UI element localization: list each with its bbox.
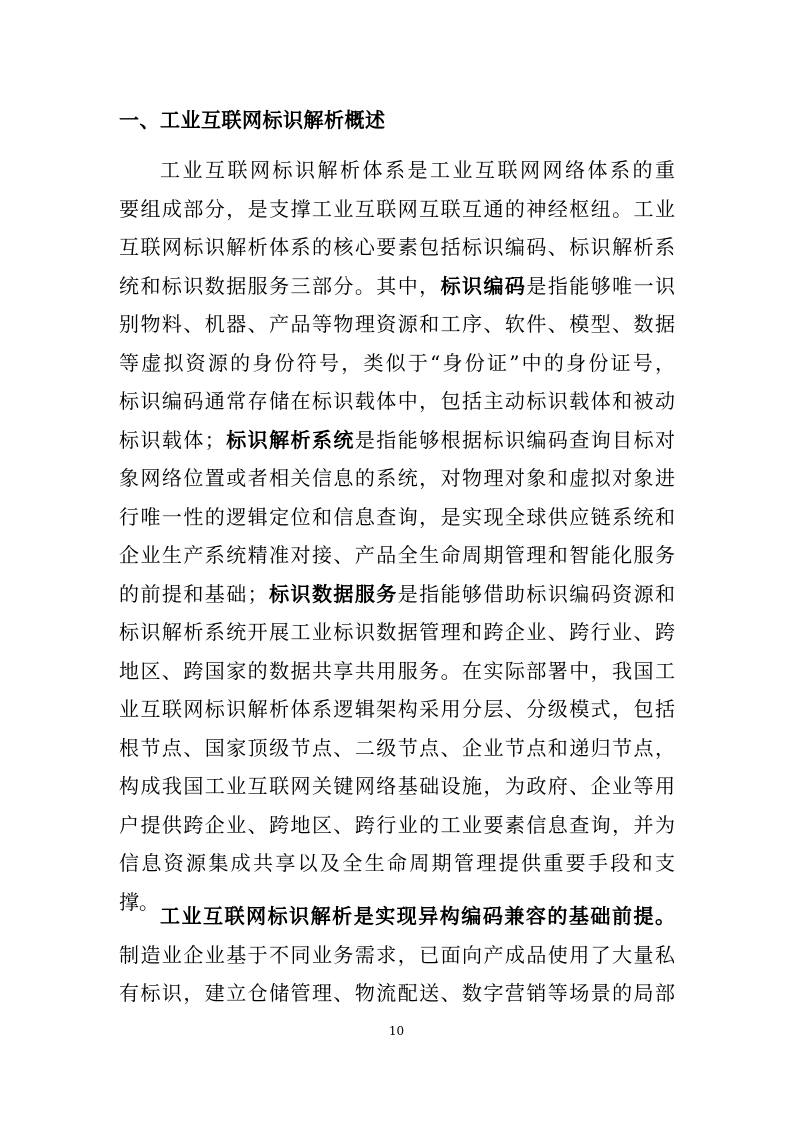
section-heading: 一、工业互联网标识解析概述 xyxy=(119,108,386,132)
page-number: 10 xyxy=(388,1024,405,1038)
paragraph-heterogeneous-coding xyxy=(119,897,675,1013)
text-run: 构成我国工业互联网关键网络基础设施，为政府、企业等用 xyxy=(119,774,675,798)
text-run: 是指能够借助标识编码资源和 xyxy=(397,581,676,606)
text-line xyxy=(119,382,675,421)
text-run: 是指能够根据标识编码查询目标对 xyxy=(354,427,676,452)
text-run: 的前提和基础； xyxy=(119,581,268,606)
text-run: 别物料、机器、产品等物理资源和工序、软件、模型、数据 xyxy=(119,312,675,336)
text-line xyxy=(119,267,675,306)
text-run: 户提供跨企业、跨地区、跨行业的工业要素信息查询，并为 xyxy=(119,812,675,837)
text-run: 互联网标识解析体系的核心要素包括标识编码、标识解析系 xyxy=(119,235,675,259)
text-line xyxy=(119,575,675,614)
text-line xyxy=(119,806,675,845)
text-line xyxy=(119,190,675,229)
bold-term: 标识解析系统 xyxy=(224,427,355,452)
text-run: 标识编码通常存储在标识载体中，包括主动标识载体和被动 xyxy=(119,389,675,413)
text-line xyxy=(119,305,675,344)
text-run: 要组成部分，是支撑工业互联网互联互通的神经枢纽。工业 xyxy=(119,196,675,221)
text-run: 业互联网标识解析体系逻辑架构采用分层、分级模式，包括 xyxy=(119,697,675,721)
text-run: 撑。 xyxy=(119,889,159,914)
text-line xyxy=(119,729,675,768)
text-line xyxy=(119,421,675,460)
text-run: 是指能够唯一识 xyxy=(526,273,676,298)
text-line xyxy=(119,652,675,691)
text-run: 根节点、国家顶级节点、二级节点、企业节点和递归节点， xyxy=(119,735,675,760)
text-line xyxy=(119,498,675,537)
text-run: 标识载体； xyxy=(119,427,225,452)
text-run: 象网络位置或者相关信息的系统，对物理对象和虚拟对象进 xyxy=(119,466,675,490)
text-run: 等虚拟资源的身份符号，类似于“身份证”中的身份证号， xyxy=(119,350,675,375)
text-line xyxy=(119,459,675,498)
text-line xyxy=(119,228,675,267)
text-run: 工业互联网标识解析体系是工业互联网网络体系的重 xyxy=(160,158,675,182)
text-line xyxy=(119,897,675,936)
text-run: 标识解析系统开展工业标识数据管理和跨企业、跨行业、跨 xyxy=(119,620,675,644)
text-line xyxy=(119,844,675,883)
text-line xyxy=(119,344,675,383)
text-line xyxy=(119,936,675,975)
text-run: 有标识，建立仓储管理、物流配送、数字营销等场景的局部 xyxy=(119,981,675,1005)
bold-term: 工业互联网标识解析是实现异构编码兼容的基础前提。 xyxy=(160,904,675,928)
text-line xyxy=(119,974,675,1013)
text-run: 企业生产系统精准对接、产品全生命周期管理和智能化服务 xyxy=(119,543,675,567)
bold-term: 标识编码 xyxy=(440,273,527,298)
text-run: 地区、跨国家的数据共享共用服务。在实际部署中，我国工 xyxy=(119,658,675,683)
text-run: 制造业企业基于不同业务需求，已面向产成品使用了大量私 xyxy=(119,942,675,967)
text-line xyxy=(119,690,675,729)
text-line xyxy=(119,536,675,575)
text-run: 行唯一性的逻辑定位和信息查询，是实现全球供应链系统和 xyxy=(119,504,675,529)
text-run: 统和标识数据服务三部分。其中， xyxy=(119,273,441,298)
bold-term: 标识数据服务 xyxy=(267,581,398,606)
text-line xyxy=(119,613,675,652)
text-line xyxy=(119,767,675,806)
text-run: 信息资源集成共享以及全生命周期管理提供重要手段和支 xyxy=(119,851,675,875)
text-line xyxy=(119,151,675,190)
paragraph-overview xyxy=(119,151,675,921)
